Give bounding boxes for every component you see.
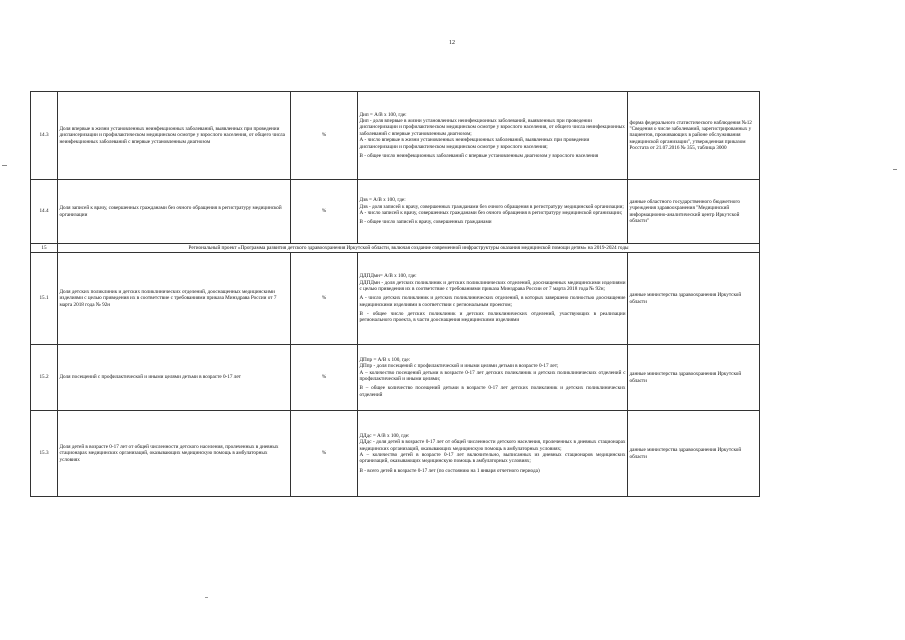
page-number: 12 <box>449 40 455 46</box>
formula-line: Дип - доля впервые в жизни установленных неинфекционных заболеваний, выявленных при проведении диспансеризации и профилактическом медицинском осмотре у взрослого населения, от общего числа неинфекционных заболеваний с впервые установленным диагнозом; <box>359 118 625 137</box>
formula-line: А - число детских поликлиник и детских поликлинических отделений, в которых завершено полностью дооснащение медицинскими изделиями в соответствии с региональным проектом; <box>359 295 626 308</box>
formula-line: В – общее количество посещений детьми в возрасте 0-17 лет детских поликлиник и детских поликлинических отделений <box>359 385 626 398</box>
formula-line: ДДдс - доля детей в возрасте 0-17 лет от общей численности детского населения, пролеченных в дневных стационарах медицинских организаций, оказывающих медицинскую помощь в амбулаторных условиях; <box>359 439 626 452</box>
data-source: данные областного государственного бюджетного учреждения здравоохранения "Медицинский информационно-аналитический центр Иркутской области" <box>628 180 760 244</box>
row-number: 14.3 <box>31 92 58 180</box>
formula-line: В - всего детей в возрасте 0-17 лет (по состоянию на 1 января отчетного периода) <box>359 467 540 474</box>
formula-line: А – количество посещений детьми в возрасте 0-17 лет детских поликлиник и детских поликлинических отделений с профилактической и иными целями; <box>359 369 626 382</box>
formula-line: А - число впервые в жизни установленных неинфекционных заболеваний, выявленных при проведении диспансеризации и профилактическом медицинском осмотре у взрослого населения; <box>359 137 590 150</box>
indicator-name: Доля записей к врачу, совершенных гражданами без очного обращения в регистратуру медицинской организации <box>58 180 291 244</box>
indicator-name: Доля посещений с профилактической и иными целями детьми в возрасте 0-17 лет <box>58 345 291 411</box>
unit: % <box>291 92 358 180</box>
data-source: данные министерства здравоохранения Иркутской области <box>628 253 760 345</box>
indicators-table <box>30 91 760 497</box>
formula-line: ДПпр - доля посещений с профилактической и иными целями детьми в возрасте 0-17 лет; <box>359 363 559 370</box>
scan-mark <box>2 165 7 166</box>
row-number: 15.2 <box>31 345 58 411</box>
formula-line: ДДдс = А/В х 100, где: <box>359 432 410 439</box>
data-source: данные министерства здравоохранения Иркутской области <box>628 345 760 411</box>
unit: % <box>291 253 358 345</box>
row-number: 15.1 <box>31 253 58 345</box>
table-row <box>31 180 760 244</box>
indicator-name: Доля детских поликлиник и детских поликлинических отделений, дооснащенных медицинскими изделиями с целью приведения их в соответствие с требованиями приказа Минздрава России от 7 марта 2018 года № 92н <box>58 253 291 345</box>
table-row <box>31 92 760 180</box>
calculation-method <box>358 180 628 244</box>
section-number: 15 <box>31 244 58 253</box>
scan-mark <box>205 597 208 598</box>
formula-line: В - общее число записей к врачу, совершенных гражданами <box>359 219 492 226</box>
formula-line: В - общее число неинфекционных заболеваний с впервые установленным диагнозом у взрослого населения <box>359 152 599 159</box>
formula-line: Дзв - доля записей к врачу, совершенных гражданами без очного обращения в регистратуру медицинской организации; <box>359 203 624 210</box>
formula-line: ДДПДмн= А/В х 100, где: <box>359 273 417 280</box>
formula-line: А - число записей к врачу, совершенных гражданами без очного обращения в регистратуру медицинской организации; <box>359 210 623 216</box>
formula-line: Дип = А/В х 100, где: <box>359 111 407 118</box>
formula-line: ДПпр = А/В х 100, где: <box>359 356 411 363</box>
table-row <box>31 253 760 345</box>
indicator-name: Доля впервые в жизни установленных неинфекционных заболеваний, выявленных при проведении диспансеризации и профилактическом медицинском осмотре у взрослого населения, от общего числа неинфекционных заболеваний с впервые установленным диагнозом <box>58 92 291 180</box>
table-row <box>31 411 760 497</box>
data-source: форма федерального статистического наблюдения №12 "Сведения о числе заболеваний, зарегистрированных у пациентов, проживающих в районе обслуживания медицинской организации", утвержденная приказом Росстата от 21.07.2016 № 355, таблица 3000 <box>628 92 760 180</box>
unit: % <box>291 411 358 497</box>
unit: % <box>291 180 358 244</box>
formula-line: В - общее число детских поликлиник и детских поликлинических отделений, участвующих в реализации регионального проекта, в части дооснащения медицинскими изделиями <box>359 311 626 324</box>
scan-mark <box>893 169 897 170</box>
section-row <box>31 244 760 253</box>
table-row <box>31 345 760 411</box>
section-title: Региональный проект «Программа развития детского здравоохранения Иркутской области, включая создание современной инфраструктуры оказания медицинской помощи детям» на 2019-2024 годы <box>58 244 760 253</box>
formula-line: А – количество детей в возрасте 0-17 лет включительно, выписанных из дневных стационаров медицинских организаций, оказывающих медицинскую помощь в амбулаторных условиях; <box>359 452 626 465</box>
calculation-method <box>358 92 628 180</box>
row-number: 15.3 <box>31 411 58 497</box>
data-source: данные министерства здравоохранения Иркутской области <box>628 411 760 497</box>
indicator-name: Доля детей в возрасте 0-17 лет от общей численности детского населения, пролеченных в дневных стационарах медицинских организаций, оказывающих медицинскую помощь в амбулаторных условиях <box>58 411 291 497</box>
calculation-method <box>358 411 628 497</box>
calculation-method <box>358 253 628 345</box>
unit: % <box>291 345 358 411</box>
formula-line: ДДПДмн - доля детских поликлиник и детских поликлинических отделений, дооснащенных медицинскими изделиями с целью приведения их в соответствие с требованиями приказа Минздрава России от 7 марта 2018 года № 92н; <box>359 279 626 292</box>
calculation-method <box>358 345 628 411</box>
row-number: 14.4 <box>31 180 58 244</box>
formula-line: Дзв = А/В х 100, где: <box>359 197 406 204</box>
